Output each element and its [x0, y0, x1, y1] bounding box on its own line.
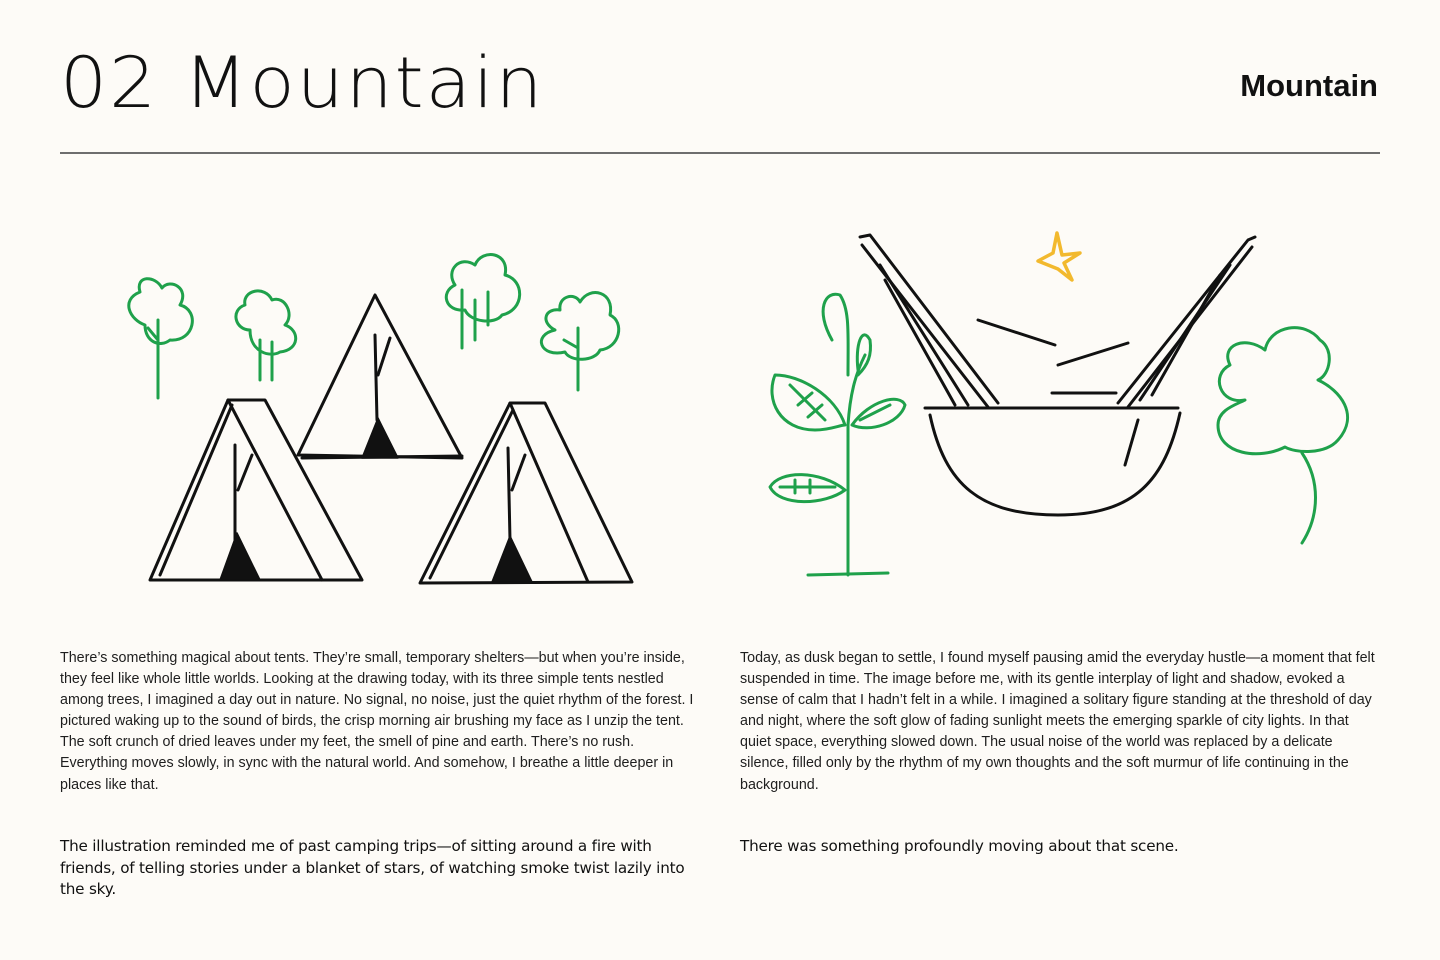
tent-icon — [150, 400, 362, 580]
hammock-icon — [860, 235, 1255, 515]
page-title: 02 Mountain — [60, 42, 545, 124]
left-paragraph: There’s something magical about tents. They’re small, temporary shelters—but when you’re inside, they feel like whole little worlds. Looking at the drawing today, with its three simple tents nestled among trees, I imagined a day out in nature. No signal, no noise, just the quiet rhythm of the forest. I pictured waking up to the sound of birds, the crisp morning air brushing my face as I unzip the tent. The soft crunch of dried leaves under my feet, the smell of pine and earth. There’s no rush. Everything moves slowly, in sync with the natural world. And somehow, I breathe a little deeper in places like that. — [60, 650, 694, 793]
section-label: Mountain — [1240, 68, 1378, 103]
tents-illustration — [100, 230, 680, 610]
header-divider — [60, 152, 1380, 154]
tree-icon — [236, 291, 296, 380]
tent-icon — [298, 295, 462, 458]
plant-icon — [770, 294, 905, 575]
right-quote: There was something profoundly moving about that scene. — [740, 837, 1179, 855]
tent-icon — [420, 403, 632, 583]
star-icon — [1038, 233, 1080, 280]
tree-icon — [446, 255, 519, 348]
right-paragraph: Today, as dusk began to settle, I found myself pausing amid the everyday hustle—a moment that felt suspended in time. The image before me, with its gentle interplay of light and shadow, evoked a sense of calm that I hadn’t felt in a while. I imagined a solitary figure standing at the threshold of day and night, where the soft glow of fading sunlight meets the emerging sparkle of city lights. In that quiet space, everything slowed down. The usual noise of the world was replaced by a delicate silence, filled only by the rhythm of my own thoughts and the soft murmur of life continuing in the background. — [740, 650, 1375, 793]
tree-icon — [129, 279, 193, 398]
tree-icon — [541, 293, 618, 390]
tree-icon — [1218, 328, 1348, 543]
hammock-illustration — [740, 225, 1380, 610]
left-quote: The illustration reminded me of past camping trips—of sitting around a fire with friends, of telling stories under a blanket of stars, of watching smoke twist lazily into the sky. — [60, 837, 685, 898]
